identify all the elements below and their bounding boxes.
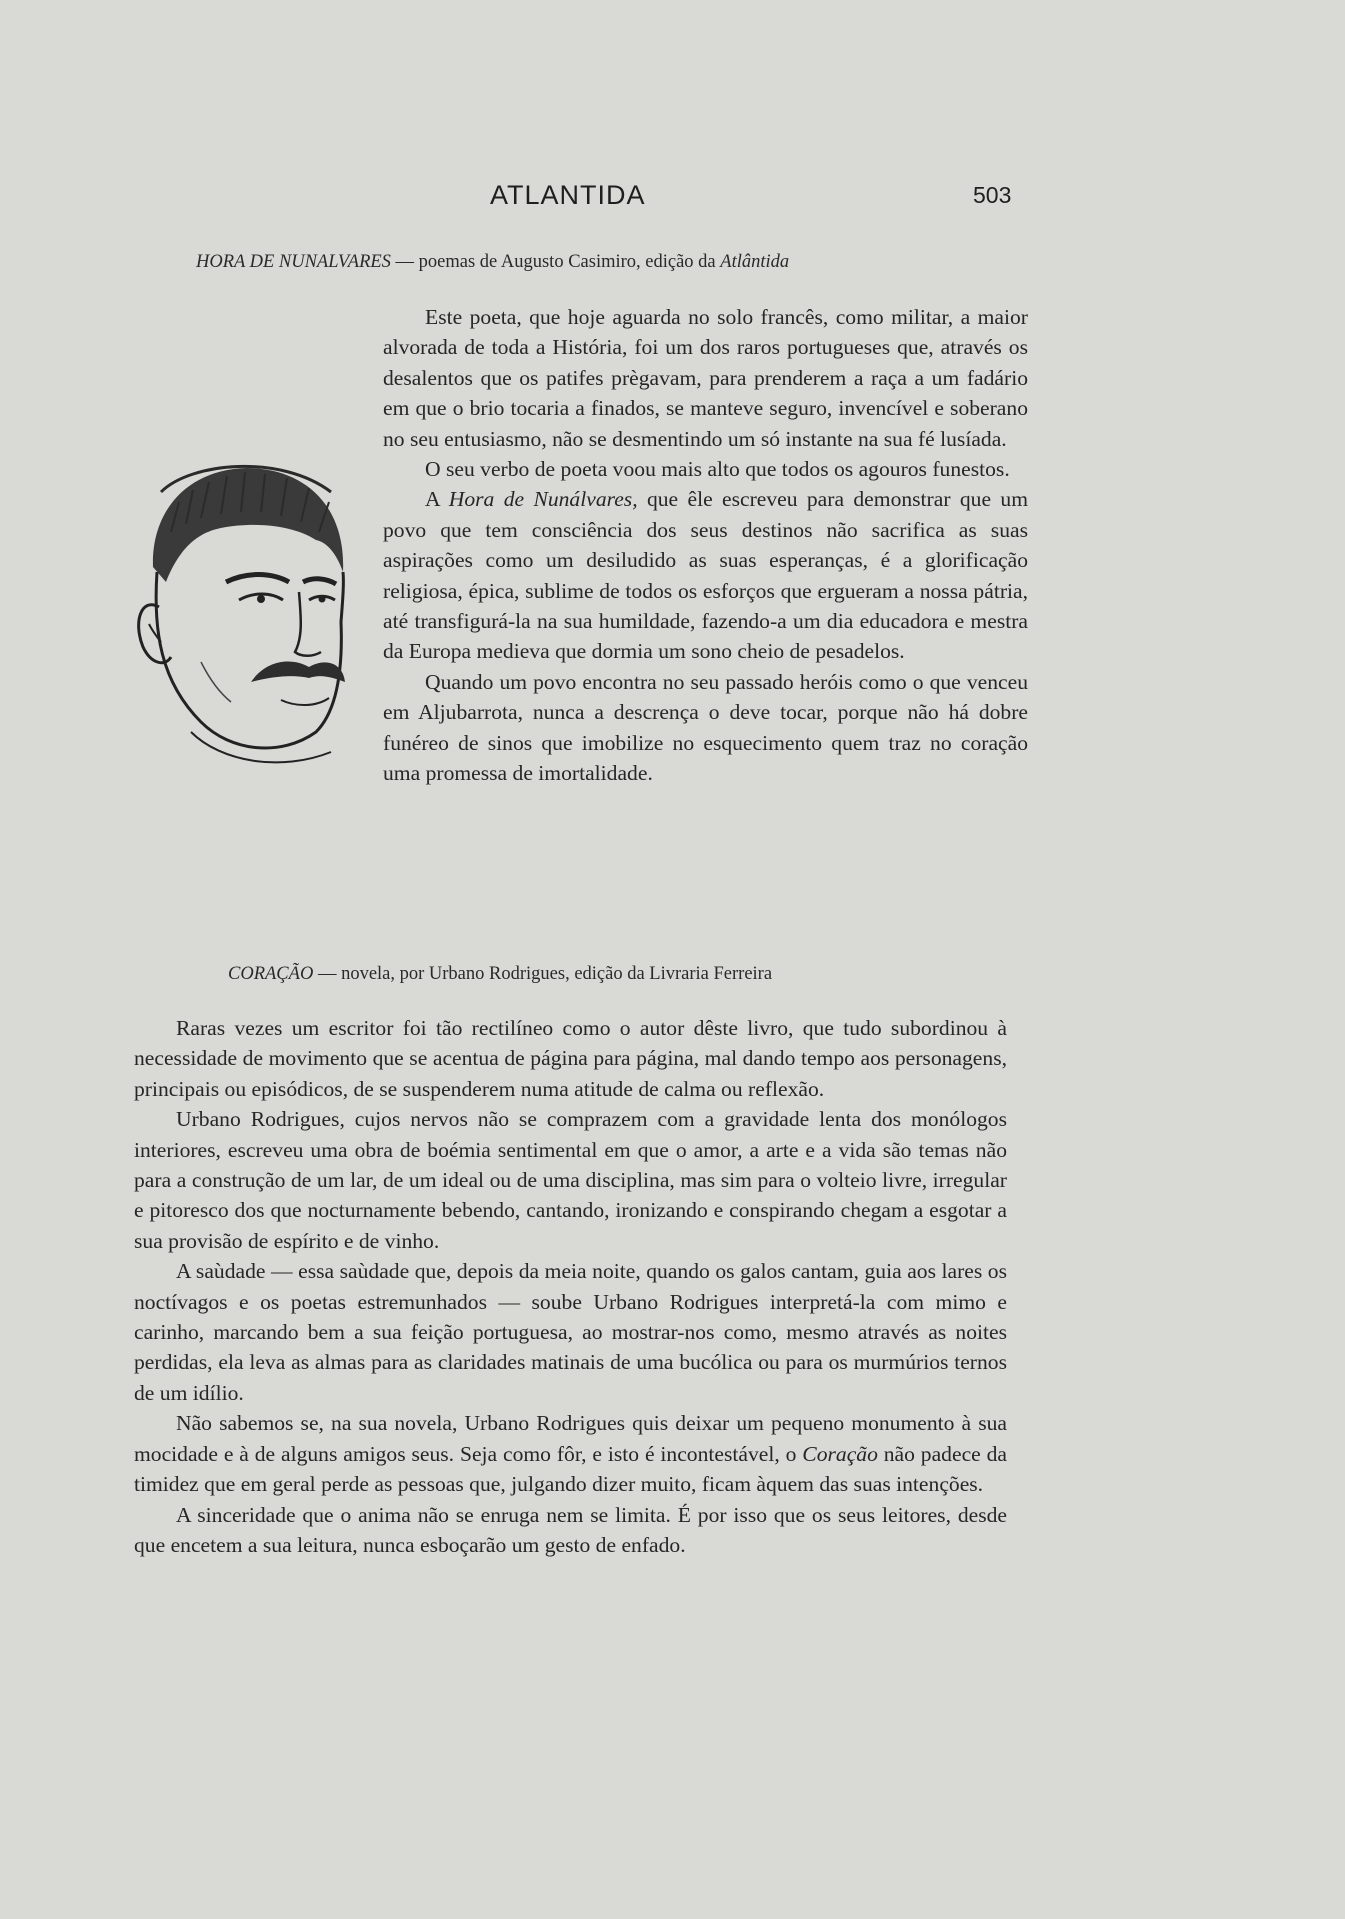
paragraph-text: Urbano Rodrigues, cujos nervos não se comprazem com a gravidade lenta dos monólogos interiores, escreveu uma obra de boémia sentimental em que o amor, a arte e a vida são temas não para a construção de um lar, de um ideal ou de uma disciplina, mas sim para o volteio livre, irregular e pitoresco dos que nocturnamente bebendo, cantando, ironizando e conspirando chegam a esgotar a sua provisão de espírito e de vinho.: [134, 1107, 1007, 1253]
paragraph-text: que êle escreveu para demonstrar que um povo que tem consciência dos seus destinos não sacrifica as suas aspirações como um desiludido as suas esperanças, é a glorificação religiosa, épica, sublime de todos os esforços que ergueram a nossa pátria, até transfigurá-la na sua humildade, fazendo-a um dia educadora e mestra da Europa medieva que dormia um sono cheio de pesadelos.: [383, 487, 1028, 664]
review-subtitle: — poemas de Augusto Casimiro, edição da: [390, 252, 721, 272]
paragraph: [134, 1104, 1007, 1256]
running-title: ATLANTIDA: [490, 180, 646, 210]
review-title: HORA DE NUNALVARES: [196, 252, 391, 272]
paragraph-text: Quando um povo encontra no seu passado heróis como o que venceu em Aljubarrota, nunca a descrença o deve tocar, porque não há dobre funéreo de sinos que imobilize no esquecimento quem traz no coração uma promessa de imortalidade.: [383, 669, 1028, 786]
review-heading-coracao: [228, 964, 772, 985]
paragraph-text: A saùdade — essa saùdade que, depois da meia noite, quando os galos cantam, guia aos lares os noctívagos e os poetas estremunhados — soube Urbano Rodrigues interpretá-la com mimo e carinho, marcando bem a sua feição portuguesa, ao mostrar-nos como, mesmo através as noites perdidas, ela leva as almas para as claridades matinais de uma bucólica ou para os murmúrios ternos de um idílio.: [134, 1259, 1007, 1405]
review-publisher: Atlântida: [720, 252, 790, 272]
author-portrait: [131, 432, 363, 777]
paragraph: [134, 1408, 1007, 1499]
review-subtitle: — novela, por Urbano Rodrigues, edição da Livraria Ferreira: [313, 964, 773, 984]
review-body-hora-de-nunalvares: [131, 302, 1028, 789]
review-body-coracao: [134, 1013, 1007, 1560]
paragraph-text: não padece da timidez que em geral perde as pessoas que, julgando dizer muito, ficam àquem das suas intenções.: [134, 1441, 1007, 1497]
paragraph-text: A: [425, 487, 449, 512]
book-title-italic: Hora de Nunálvares,: [448, 487, 638, 512]
page-number: 503: [973, 182, 1012, 208]
page-header: [0, 180, 1345, 220]
paragraph: [134, 1256, 1007, 1408]
paragraph-text: Não sabemos se, na sua novela, Urbano Rodrigues quis deixar um pequeno monumento à sua mocidade e à de alguns amigos seus. Seja como fôr, e isto é incontestável, o: [134, 1411, 1007, 1466]
paragraph-text: A sinceridade que o anima não se enruga nem se limita. É por isso que os seus leitores, desde que encetem a sua leitura, nunca esboçarão um gesto de enfado.: [134, 1502, 1007, 1557]
book-title-italic: Coração: [802, 1441, 878, 1466]
review-heading-hora-de-nunalvares: [196, 252, 789, 273]
paragraph-text: O seu verbo de poeta voou mais alto que todos os agouros funestos.: [425, 457, 1010, 482]
paragraph: [134, 1500, 1007, 1561]
portrait-drawing: [131, 432, 363, 777]
paragraph: [134, 1013, 1007, 1104]
paragraph-text: Raras vezes um escritor foi tão rectilíneo como o autor dêste livro, que tudo subordinou à necessidade de movimento que se acentua de página para página, mal dando tempo aos personagens, principais ou episódicos, de se suspenderem numa atitude de calma ou reflexão.: [134, 1016, 1007, 1101]
review-title: CORAÇÃO: [228, 964, 314, 984]
paragraph-text: Este poeta, que hoje aguarda no solo francês, como militar, a maior alvorada de toda a História, foi um dos raros portugueses que, através os desalentos que os patifes prègavam, para prenderem a raça a um fadário em que o brio tocaria a finados, se manteve seguro, invencível e soberano no seu entusiasmo, não se desmentindo um só instante na sua fé lusíada.: [383, 305, 1028, 451]
